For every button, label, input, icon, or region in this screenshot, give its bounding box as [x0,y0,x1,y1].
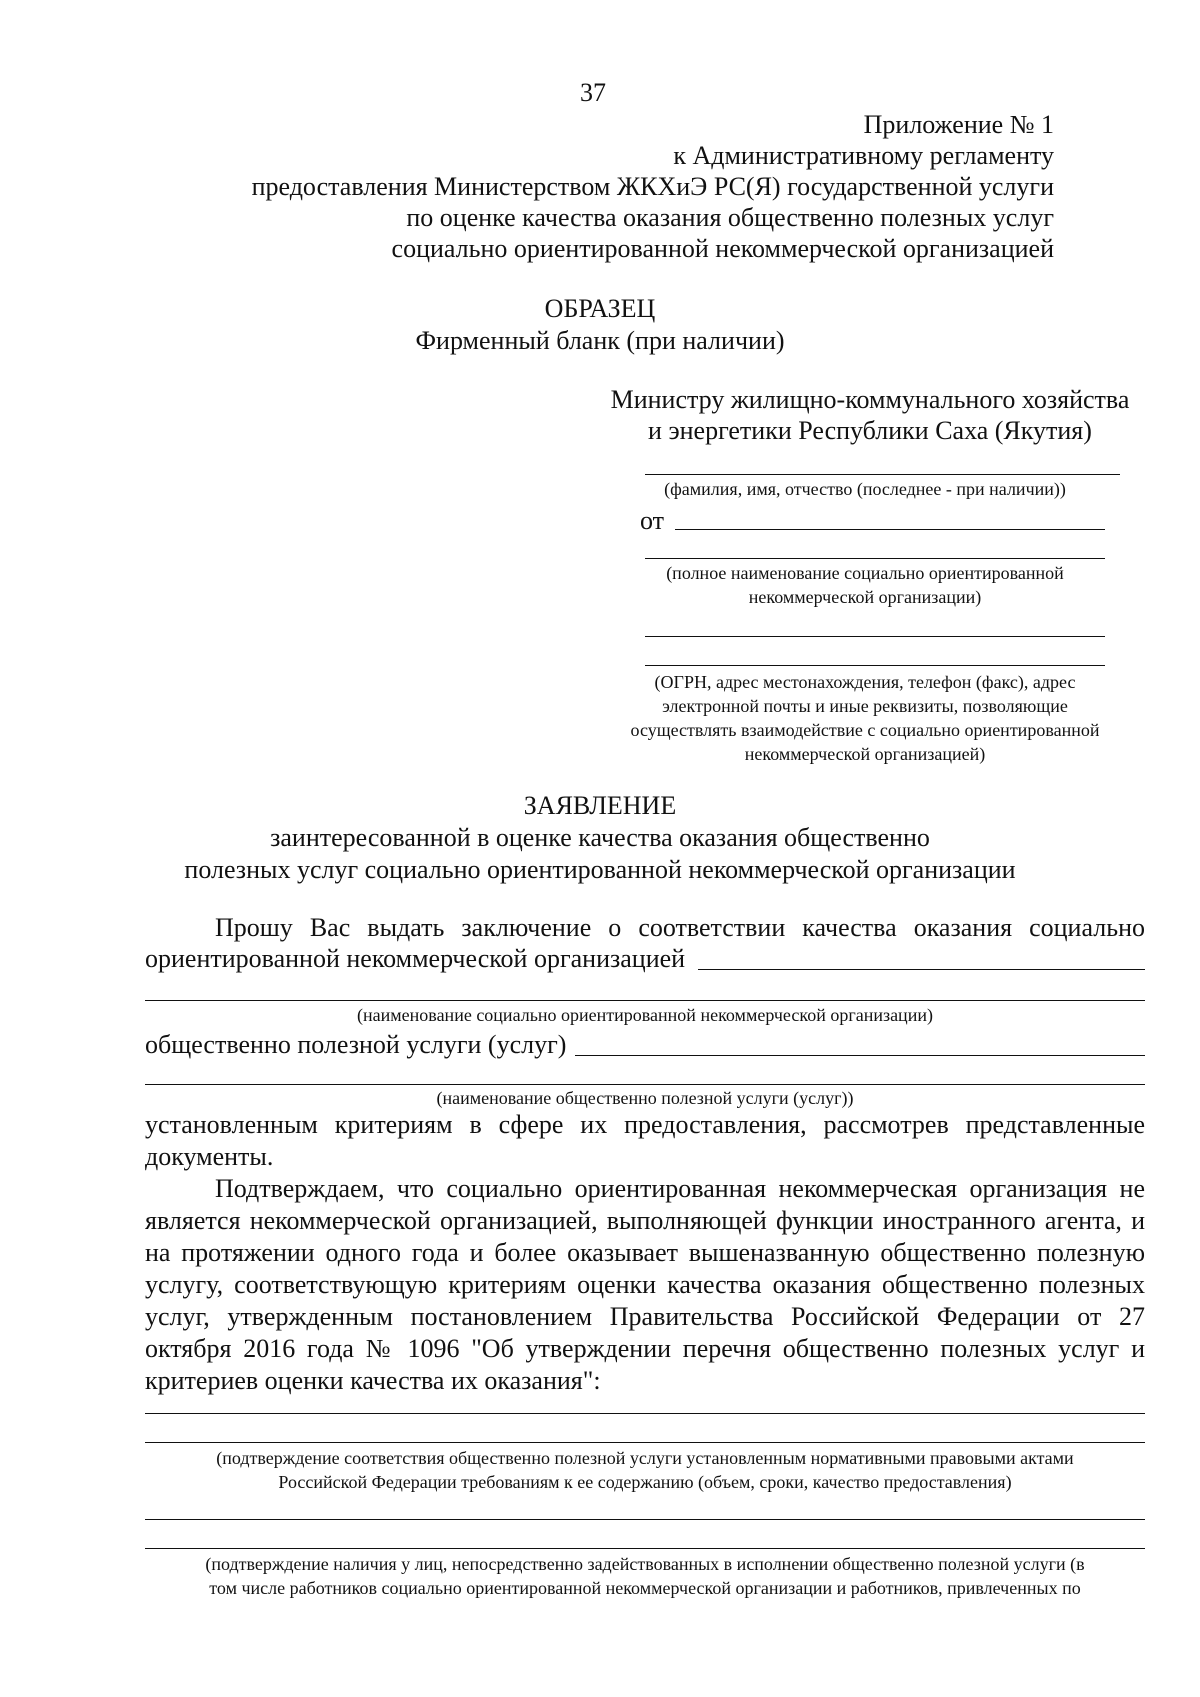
fio-hint: (фамилия, имя, отчество (последнее - при наличии)) [664,479,1066,499]
body-p1-line-2: ориентированной некоммерческой организацией [145,944,686,973]
requisites-hint-3: осуществлять взаимодействие с социально ориентированной [630,720,1100,740]
statement-title: ЗАЯВЛЕНИЕ [523,791,677,820]
body-p1-line-1: Прошу Вас выдать заключение о соответствии качества оказания социально [215,913,1145,942]
staff-hint-2: том числе работников социально ориентированной некоммерческой организации и работников, привлеченных по [209,1578,1081,1598]
body-p2-line-7: критериев оценки качества их оказания": [145,1366,601,1395]
service-underline-1 [575,1055,1145,1056]
page-number: 37 [580,78,606,107]
staff-underline-2 [145,1548,1145,1549]
service-hint: (наименование общественно полезной услуги (услуг)) [436,1088,854,1108]
body-p2-line-3: на протяжении одного года и более оказывает вышеназванную общественно полезную [145,1238,1145,1267]
sample-title: ОБРАЗЕЦ [544,294,656,323]
body-p2-line-2: является некоммерческой организацией, выполняющей функции иностранного агента, и [145,1206,1145,1235]
org-name-underline-2 [145,1000,1145,1001]
org-hint-2: некоммерческой организации) [748,587,982,607]
org-underline [645,558,1105,559]
appendix-line-2: к Административному регламенту [673,141,1054,170]
body-p1-line-4: документы. [145,1142,274,1171]
addressee-line-1: Министру жилищно-коммунального хозяйства [610,385,1130,414]
requisites-underline-2 [645,665,1105,666]
from-underline [675,529,1105,530]
body-p2-line-5: услуг, утвержденным постановлением Правительства Российской Федерации от 27 [145,1302,1145,1331]
statement-subtitle-1: заинтересованной в оценке качества оказания общественно [270,823,930,852]
appendix-line-4: по оценке качества оказания общественно полезных услуг [406,203,1054,232]
org-name-underline-1 [698,969,1145,970]
appendix-line-5: социально ориентированной некоммерческой организацией [391,234,1054,263]
requisites-hint-4: некоммерческой организацией) [744,744,986,764]
body-p2-line-4: услугу, соответствующую критериям оценки качества оказания общественно полезных [145,1270,1145,1299]
requisites-underline-1 [645,636,1105,637]
fio-underline [645,474,1120,475]
from-label: от [640,506,665,535]
confirmation-underline-1 [145,1413,1145,1414]
confirmation-hint-1: (подтверждение соответствия общественно полезной услуги установленным нормативными правовыми актами [216,1448,1074,1468]
body-p2-line-6: октября 2016 года № 1096 "Об утверждении перечня общественно полезных услуг и [145,1334,1145,1363]
staff-hint-1: (подтверждение наличия у лиц, непосредственно задействованных в исполнении общественно полезной услуги (в [205,1554,1085,1574]
confirmation-hint-2: Российской Федерации требованиям к ее содержанию (объем, сроки, качество предоставления) [278,1472,1012,1492]
requisites-hint-2: электронной почты и иные реквизиты, позволяющие [662,696,1068,716]
requisites-hint-1: (ОГРН, адрес местонахождения, телефон (факс), адрес [654,672,1076,692]
confirmation-underline-2 [145,1442,1145,1443]
body-p1-line-3: установленным критериям в сфере их предоставления, рассмотрев представленные [145,1110,1145,1139]
sample-subtitle: Фирменный бланк (при наличии) [415,326,785,355]
org-hint-1: (полное наименование социально ориентированной [666,563,1064,583]
statement-subtitle-2: полезных услуг социально ориентированной некоммерческой организации [184,855,1016,884]
staff-underline-1 [145,1519,1145,1520]
service-underline-2 [145,1084,1145,1085]
appendix-line-3: предоставления Министерством ЖКХиЭ РС(Я) государственной услуги [251,172,1054,201]
service-label: общественно полезной услуги (услуг) [145,1030,567,1059]
appendix-line-1: Приложение № 1 [863,110,1054,139]
org-name-hint: (наименование социально ориентированной некоммерческой организации) [357,1005,933,1025]
addressee-line-2: и энергетики Республики Саха (Якутия) [648,416,1092,445]
body-p2-line-1: Подтверждаем, что социально ориентированная некоммерческая организация не [215,1174,1145,1203]
